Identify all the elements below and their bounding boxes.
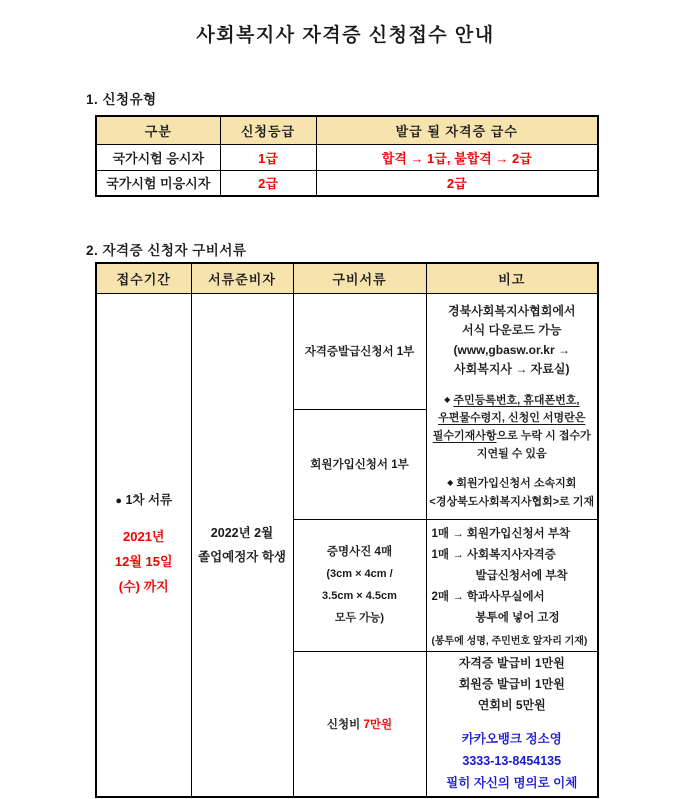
note1-line2 <box>429 409 596 427</box>
photo-remark-line4: 2매 → 학과사무실에서 <box>431 590 545 603</box>
required-fields-note <box>429 391 596 464</box>
diamond-bullet-icon: ◆ <box>444 394 451 404</box>
remark-forms-cell <box>426 293 598 519</box>
period-round-line <box>97 490 191 508</box>
fee-breakdown-line2: 회원증 발급비 1만원 <box>458 677 565 692</box>
t1-header-grade: 신청등급 <box>220 116 316 144</box>
t1-header-category: 구분 <box>96 116 220 144</box>
preparer-line2: 졸업예정자 학생 <box>198 549 286 564</box>
download-line2: 서식 다운로드 가능 <box>462 323 562 337</box>
bank-account-number: 3333-13-8454135 <box>462 754 562 769</box>
t1-header-row <box>96 116 598 144</box>
bank-transfer-note: 필히 자신의 명의로 이체 <box>446 776 578 791</box>
note1-line3 <box>429 427 596 445</box>
doc-fee-cell <box>293 651 426 797</box>
required-documents-table <box>95 262 599 798</box>
note1-line4: 지연될 수 있음 <box>476 448 547 460</box>
table-row <box>96 170 598 196</box>
t1-row2-grade: 2급 <box>220 170 316 196</box>
note1-underline2: 우편물수령지, 신청인 서명란은 <box>438 412 586 424</box>
fee-breakdown-line3: 연회비 5만원 <box>477 698 546 713</box>
fee-amount: 7만원 <box>363 718 393 731</box>
photo-line3: 3.5cm × 4.5cm <box>322 590 397 602</box>
period-round-label: 1차 서류 <box>125 493 173 508</box>
t1-row1-category: 국가시험 응시자 <box>96 144 220 170</box>
photo-remark-envelope-note: (봉투에 성명, 주민번호 앞자리 기재) <box>431 635 588 647</box>
application-type-table <box>95 115 599 197</box>
t1-header-result: 발급 될 자격증 급수 <box>316 116 598 144</box>
remark-fee-cell <box>426 651 598 797</box>
section2-heading: 2. 자격증 신청자 구비서류 <box>86 243 247 258</box>
bank-transfer-block <box>427 728 598 794</box>
deadline-date: 12월 15일 <box>114 554 173 570</box>
note2-line1-text: 회원가입신청서 소속지회 <box>456 477 577 490</box>
diamond-bullet-icon: ◆ <box>447 478 454 487</box>
t2-header-row <box>96 263 598 293</box>
t1-row2-result: 2급 <box>316 170 598 196</box>
period-cell <box>96 293 191 797</box>
membership-branch-note <box>429 474 596 511</box>
fee-breakdown-block <box>427 653 598 716</box>
note1-underline1: 주민등록번호, 휴대폰번호, <box>453 394 580 406</box>
note1-line1 <box>429 391 596 410</box>
note1-underline3: 필수기재사항 <box>432 430 497 442</box>
section1-heading: 1. 신청유형 <box>86 92 157 107</box>
table-row <box>96 144 598 170</box>
note1-line3-tail: 으로 누락 시 접수가 <box>496 430 591 442</box>
note2-line2: <경상북도사회복지사협회>로 기재 <box>429 495 595 508</box>
doc-membership-form: 회원가입신청서 1부 <box>293 409 426 519</box>
t2-header-period: 접수기간 <box>96 263 191 293</box>
fee-breakdown-line1: 자격증 발급비 1만원 <box>458 656 565 671</box>
doc-application-form: 자격증발급신청서 1부 <box>293 293 426 409</box>
t1-row1-result: 합격 → 1급, 불합격 → 2급 <box>316 144 598 170</box>
photo-line4: 모두 가능) <box>334 612 385 624</box>
fee-label: 신청비 <box>326 718 361 731</box>
bank-account-holder: 카카오뱅크 정소영 <box>461 732 562 747</box>
t2-header-documents: 구비서류 <box>293 263 426 293</box>
table-row <box>96 293 598 409</box>
photo-line2: (3cm × 4cm / <box>326 568 393 580</box>
deadline-year: 2021년 <box>123 529 165 545</box>
t2-header-remarks: 비고 <box>426 263 598 293</box>
photo-remark-line5: 봉투에 넣어 고정 <box>475 611 560 624</box>
photo-remark-line1: 1매 → 회원가입신청서 부착 <box>431 527 571 540</box>
t2-header-preparer: 서류준비자 <box>191 263 293 293</box>
note2-line1 <box>429 474 596 493</box>
download-line1: 경북사회복지사협회에서 <box>447 303 576 318</box>
t1-row2-category: 국가시험 미응시자 <box>96 170 220 196</box>
circle-bullet-icon: ● <box>115 495 122 508</box>
download-url: (www,gbasw.or.kr → <box>453 342 570 357</box>
photo-line1: 증명사진 4매 <box>326 546 393 558</box>
download-info-block <box>429 302 596 380</box>
t1-row1-grade: 1급 <box>220 144 316 170</box>
download-line4: 사회복지사 → 자료실) <box>454 362 570 376</box>
deadline-day: (수) 까지 <box>118 579 169 595</box>
document-title: 사회복지사 자격증 신청접수 안내 <box>196 25 495 46</box>
photo-remark-line2: 1매 → 사회복지사자격증 <box>431 548 556 561</box>
doc-photo-cell <box>293 519 426 651</box>
remark-photo-cell <box>426 519 598 651</box>
preparer-line1: 2022년 2월 <box>210 525 274 540</box>
preparer-cell <box>191 293 293 797</box>
photo-remark-line3: 발급신청서에 부착 <box>475 569 568 582</box>
